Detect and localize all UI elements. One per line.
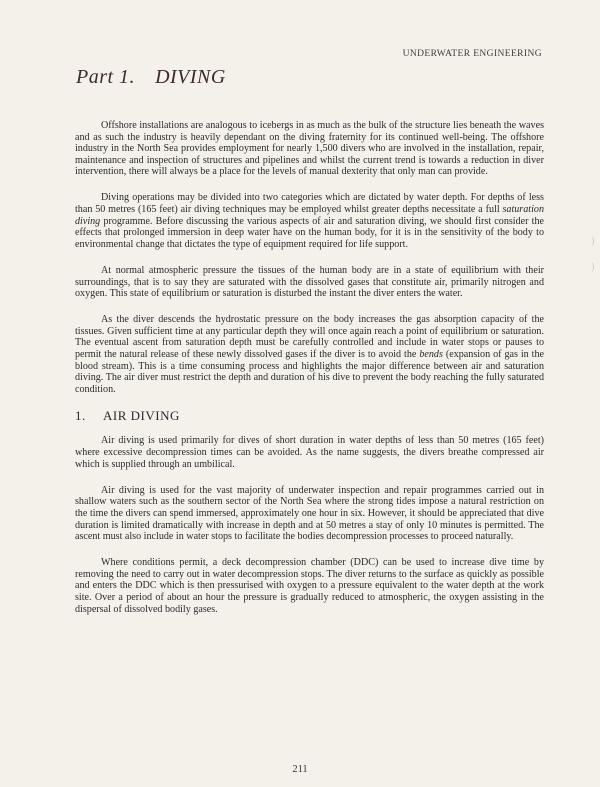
text-run: programme. Before discussing the various aspects of air and saturation diving, we should first consider the effects that prolonged immersion in deep water have on the human body, for it is in the sensitivity of the body to environmental change that dictates the type of equipment required for life support.: [75, 215, 544, 250]
body-text: [75, 120, 544, 630]
text-run: Diving operations may be divided into two categories which are dictated by water depth. For depths of less than 50 metres (165 feet) air diving techniques may be employed whilst greater depths necessitate a full: [75, 192, 544, 216]
emphasis-saturation-diving: saturation diving: [75, 204, 544, 227]
paragraph-intro-2: [75, 192, 544, 250]
paragraph-air-3: Where conditions permit, a deck decompression chamber (DDC) can be used to increase dive time by removing the need to carry out in water decompression stops. The diver returns to the surface as quickly as possible and enters the DDC which is then pressurised with oxygen to a pressure equivalent to the water depth at the work site. Over a period of about an hour the pressure is gradually reduced to atmospheric, the oxygen assisting in the dispersal of dissolved bodily gases.: [75, 557, 544, 615]
emphasis-bends: bends: [419, 349, 443, 360]
section-heading: [75, 407, 544, 423]
part-name: DIVING: [155, 66, 226, 88]
part-title: [76, 66, 226, 89]
page-edge-mark: [589, 236, 594, 246]
part-number: Part 1.: [76, 66, 136, 88]
paragraph-intro-3: At normal atmospheric pressure the tissues of the human body are in a state of equilibrium with their surroundings, that is to say they are saturated with the dissolved gases that constitute air, primarily nitrogen and oxygen. This state of equilibrium or saturation is disturbed the instant the diver enters the water.: [75, 264, 544, 300]
paragraph-air-2: Air diving is used for the vast majority of underwater inspection and repair programmes carried out in shallow waters such as the southern sector of the North Sea where the strong tides impose a natural restriction on the time the divers can spend immersed, approximately one hour in six. However, it should be appreciated that dive duration is limited dramatically with increase in depth and at 50 metres a stay of only 10 minutes is permitted. The ascent must also include in water stops to facilitate the bodies decompression processes to proceed naturally.: [75, 484, 544, 543]
section-title: AIR DIVING: [103, 407, 180, 423]
running-head: UNDERWATER ENGINEERING: [402, 49, 542, 59]
section-number: 1.: [75, 407, 86, 423]
text-run: As the diver descends the hydrostatic pressure on the body increases the gas absorption capacity of the tissues. Given sufficient time at any particular depth they will once again reach a point of equilibrium or saturation. The eventual ascent from saturation depth must be carefully controlled and include in water stops or pauses to permit the natural release of these newly dissolved gases if the diver is to avoid the: [75, 314, 544, 360]
page-edge-mark: [589, 262, 594, 272]
page-number: 211: [292, 764, 308, 775]
text-run: (expansion of gas in the blood stream). This is a time consuming process and highlights the major difference between air and saturation diving. The air diver must restrict the depth and duration of his dive to prevent the body reaching the fully saturated condition.: [75, 349, 545, 395]
paragraph-intro-1: Offshore installations are analogous to icebergs in as much as the bulk of the structure lies beneath the waves and as such the industry is heavily dependant on the diving fraternity for its continued well-being. The offshore industry in the North Sea provides employment for nearly 1,500 divers who are involved in the installation, repair, maintenance and inspection of structures and pipelines and whilst the current trend is towards a reduction in diver intervention, there will always be a place for the levels of manual dexterity that only man can provide.: [75, 120, 544, 178]
paragraph-intro-4: [75, 314, 544, 395]
paragraph-air-1: Air diving is used primarily for dives of short duration in water depths of less than 50 metres (165 feet) where excessive decompression times can be avoided. As the name suggests, the divers breathe compressed air which is supplied through an umbilical.: [75, 435, 544, 470]
